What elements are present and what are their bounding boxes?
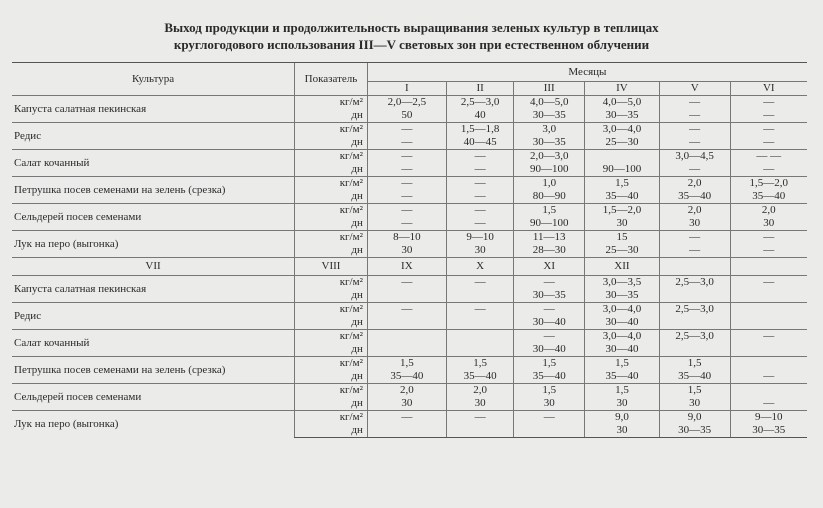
month-header: V: [659, 82, 730, 96]
month-header: X: [446, 258, 514, 276]
unit-days: дн: [295, 244, 368, 258]
cell-yield: 4,0—5,0: [514, 96, 585, 110]
table-row: [12, 150, 807, 164]
cell-days: —: [730, 109, 807, 123]
cell-days: 90—100: [514, 217, 585, 231]
cell-yield: 3,0—4,0: [585, 330, 660, 344]
unit-days: дн: [295, 190, 368, 204]
cell-days: 30—35: [585, 109, 660, 123]
cell-yield: —: [367, 150, 446, 164]
table-row: [12, 357, 807, 371]
crop-name: Лук на перо (выгонка): [12, 231, 295, 258]
cell-yield: —: [367, 303, 446, 317]
cell-days: 30: [585, 424, 660, 438]
cell-yield: —: [446, 276, 514, 290]
table-row: [12, 330, 807, 344]
cell-days: —: [730, 244, 807, 258]
cell-yield: —: [514, 411, 585, 425]
cell-days: 30: [367, 244, 446, 258]
data-table: [12, 62, 807, 438]
cell-days: 30—40: [514, 316, 585, 330]
cell-yield: 2,0: [446, 384, 514, 398]
unit-days: дн: [295, 397, 368, 411]
cell-days: 30: [659, 397, 730, 411]
cell-yield: —: [367, 177, 446, 191]
cell-days: 90—100: [585, 163, 660, 177]
month-header: VII: [12, 258, 295, 276]
cell-yield: 1,5: [514, 204, 585, 218]
cell-days: 35—40: [367, 370, 446, 384]
cell-days: —: [730, 163, 807, 177]
cell-days: —: [446, 217, 514, 231]
month-header: IV: [585, 82, 660, 96]
cell-days: [367, 316, 446, 330]
cell-days: 30: [659, 217, 730, 231]
cell-days: 30—35: [514, 289, 585, 303]
crop-name: Капуста салатная пекинская: [12, 96, 295, 123]
unit-yield: кг/м²: [295, 123, 368, 137]
unit-days: дн: [295, 163, 368, 177]
cell-days: 30—35: [659, 424, 730, 438]
cell-yield: 2,0—2,5: [367, 96, 446, 110]
cell-days: 30—35: [514, 109, 585, 123]
cell-days: [367, 424, 446, 438]
month-header: [730, 258, 807, 276]
cell-yield: —: [367, 204, 446, 218]
cell-days: 50: [367, 109, 446, 123]
cell-yield: —: [730, 96, 807, 110]
cell-days: 35—40: [659, 190, 730, 204]
cell-days: 30—35: [730, 424, 807, 438]
cell-days: 25—30: [585, 136, 660, 150]
month-header: [659, 258, 730, 276]
cell-days: [514, 424, 585, 438]
cell-yield: 1,5: [585, 384, 660, 398]
cell-yield: —: [730, 123, 807, 137]
cell-days: 40: [446, 109, 514, 123]
cell-days: —: [730, 397, 807, 411]
cell-yield: 3,0—4,0: [585, 303, 660, 317]
cell-yield: 1,0: [514, 177, 585, 191]
cell-days: 30—35: [514, 136, 585, 150]
unit-yield: кг/м²: [295, 384, 368, 398]
cell-yield: —: [446, 204, 514, 218]
month-header: XII: [585, 258, 660, 276]
cell-days: —: [659, 244, 730, 258]
cell-yield: 1,5: [659, 357, 730, 371]
cell-yield: 1,5: [659, 384, 730, 398]
cell-days: —: [659, 163, 730, 177]
cell-days: 35—40: [585, 190, 660, 204]
cell-yield: —: [446, 177, 514, 191]
cell-yield: 11—13: [514, 231, 585, 245]
header-months: Месяцы: [367, 63, 807, 82]
cell-days: [446, 289, 514, 303]
cell-yield: [367, 330, 446, 344]
cell-yield: [730, 384, 807, 398]
month-header: VI: [730, 82, 807, 96]
cell-yield: — —: [730, 150, 807, 164]
header-indicator: Показатель: [295, 63, 368, 96]
cell-days: 30: [446, 397, 514, 411]
cell-yield: [730, 357, 807, 371]
cell-yield: 4,0—5,0: [585, 96, 660, 110]
cell-yield: —: [730, 231, 807, 245]
month-header: IX: [367, 258, 446, 276]
unit-yield: кг/м²: [295, 177, 368, 191]
cell-yield: —: [514, 303, 585, 317]
cell-days: —: [659, 109, 730, 123]
cell-days: —: [367, 190, 446, 204]
header-crop: Культура: [12, 63, 295, 96]
cell-yield: 2,0: [659, 204, 730, 218]
cell-days: 28—30: [514, 244, 585, 258]
crop-name: Сельдерей посев семенами: [12, 204, 295, 231]
unit-yield: кг/м²: [295, 303, 368, 317]
unit-yield: кг/м²: [295, 96, 368, 110]
unit-days: дн: [295, 343, 368, 357]
cell-yield: 2,0: [730, 204, 807, 218]
unit-yield: кг/м²: [295, 150, 368, 164]
crop-name: Редис: [12, 303, 295, 330]
crop-name: Капуста салатная пекинская: [12, 276, 295, 303]
cell-yield: 3,0—4,0: [585, 123, 660, 137]
cell-days: [367, 289, 446, 303]
cell-days: 35—40: [585, 370, 660, 384]
cell-yield: 1,5: [446, 357, 514, 371]
crop-name: Петрушка посев семенами на зелень (срезка): [12, 357, 295, 384]
cell-yield: 3,0: [514, 123, 585, 137]
cell-days: 30—40: [585, 316, 660, 330]
cell-days: [446, 343, 514, 357]
unit-yield: кг/м²: [295, 411, 368, 425]
cell-yield: 1,5: [585, 177, 660, 191]
unit-yield: кг/м²: [295, 231, 368, 245]
cell-yield: 9—10: [730, 411, 807, 425]
month-header: VIII: [295, 258, 368, 276]
cell-yield: 9,0: [659, 411, 730, 425]
cell-yield: —: [514, 276, 585, 290]
cell-days: 35—40: [730, 190, 807, 204]
cell-days: 30: [367, 397, 446, 411]
cell-days: 35—40: [659, 370, 730, 384]
cell-days: 30: [585, 217, 660, 231]
cell-yield: 15: [585, 231, 660, 245]
cell-days: 30—40: [585, 343, 660, 357]
cell-yield: —: [514, 330, 585, 344]
cell-yield: —: [367, 123, 446, 137]
cell-yield: —: [367, 411, 446, 425]
month-header: III: [514, 82, 585, 96]
cell-yield: 2,5—3,0: [659, 303, 730, 317]
table-row: [12, 303, 807, 317]
unit-days: дн: [295, 370, 368, 384]
cell-yield: 3,0—3,5: [585, 276, 660, 290]
cell-days: —: [367, 217, 446, 231]
table-row: [12, 177, 807, 191]
cell-days: [446, 316, 514, 330]
table-title: [0, 19, 823, 53]
table-row: [12, 204, 807, 218]
cell-days: 30—40: [514, 343, 585, 357]
cell-days: 35—40: [514, 370, 585, 384]
crop-name: Петрушка посев семенами на зелень (срезка): [12, 177, 295, 204]
cell-days: 35—40: [446, 370, 514, 384]
cell-yield: —: [730, 330, 807, 344]
unit-yield: кг/м²: [295, 330, 368, 344]
unit-days: дн: [295, 217, 368, 231]
cell-yield: 2,5—3,0: [659, 330, 730, 344]
unit-days: дн: [295, 424, 368, 438]
table-row: [12, 231, 807, 245]
cell-days: —: [730, 136, 807, 150]
cell-yield: 1,5: [585, 357, 660, 371]
table-row: [12, 276, 807, 290]
header-row-1: [12, 63, 807, 82]
cell-yield: [585, 150, 660, 164]
crop-name: Лук на перо (выгонка): [12, 411, 295, 438]
cell-yield: 1,5—1,8: [446, 123, 514, 137]
cell-yield: 2,5—3,0: [659, 276, 730, 290]
table-row: [12, 123, 807, 137]
cell-yield: 9,0: [585, 411, 660, 425]
cell-yield: 1,5—2,0: [585, 204, 660, 218]
unit-yield: кг/м²: [295, 204, 368, 218]
cell-yield: —: [659, 96, 730, 110]
cell-days: 30: [730, 217, 807, 231]
cell-yield: 1,5: [514, 384, 585, 398]
unit-days: дн: [295, 316, 368, 330]
cell-yield: 1,5—2,0: [730, 177, 807, 191]
unit-days: дн: [295, 109, 368, 123]
cell-days: —: [730, 370, 807, 384]
crop-name: Салат кочанный: [12, 150, 295, 177]
cell-yield: 1,5: [367, 357, 446, 371]
unit-yield: кг/м²: [295, 276, 368, 290]
cell-yield: —: [730, 276, 807, 290]
cell-yield: 9—10: [446, 231, 514, 245]
cell-yield: —: [659, 123, 730, 137]
cell-yield: —: [446, 150, 514, 164]
cell-days: [367, 343, 446, 357]
cell-days: 30—35: [585, 289, 660, 303]
cell-days: 30: [514, 397, 585, 411]
cell-yield: —: [446, 411, 514, 425]
cell-days: —: [367, 163, 446, 177]
cell-days: 90—100: [514, 163, 585, 177]
month-header: XI: [514, 258, 585, 276]
cell-yield: [730, 303, 807, 317]
month-header: I: [367, 82, 446, 96]
cell-yield: —: [446, 303, 514, 317]
cell-yield: 3,0—4,5: [659, 150, 730, 164]
cell-yield: —: [367, 276, 446, 290]
table-row: [12, 411, 807, 425]
cell-days: [730, 289, 807, 303]
unit-days: дн: [295, 289, 368, 303]
cell-days: [730, 316, 807, 330]
crop-name: Редис: [12, 123, 295, 150]
cell-days: 25—30: [585, 244, 660, 258]
title-line-2: круглогодового использования III—V световых зон при естественном облучении: [173, 37, 650, 52]
cell-days: [659, 289, 730, 303]
unit-yield: кг/м²: [295, 357, 368, 371]
month-header: II: [446, 82, 514, 96]
unit-days: дн: [295, 136, 368, 150]
cell-yield: 8—10: [367, 231, 446, 245]
cell-days: —: [367, 136, 446, 150]
cell-yield: [446, 330, 514, 344]
cell-days: [659, 316, 730, 330]
cell-days: —: [446, 163, 514, 177]
cell-days: 30: [446, 244, 514, 258]
cell-yield: —: [659, 231, 730, 245]
months-row-2: [12, 258, 807, 276]
cell-yield: 1,5: [514, 357, 585, 371]
cell-days: [730, 343, 807, 357]
crop-name: Сельдерей посев семенами: [12, 384, 295, 411]
cell-days: 80—90: [514, 190, 585, 204]
cell-yield: 2,5—3,0: [446, 96, 514, 110]
cell-days: [659, 343, 730, 357]
crop-name: Салат кочанный: [12, 330, 295, 357]
cell-days: 40—45: [446, 136, 514, 150]
table-row: [12, 96, 807, 110]
table-row: [12, 384, 807, 398]
cell-yield: 2,0: [367, 384, 446, 398]
cell-days: —: [659, 136, 730, 150]
title-line-1: Выход продукции и продолжительность выращивания зеленых культур в теплицах: [164, 20, 659, 35]
cell-days: 30: [585, 397, 660, 411]
cell-days: [446, 424, 514, 438]
cell-days: —: [446, 190, 514, 204]
cell-yield: 2,0: [659, 177, 730, 191]
cell-yield: 2,0—3,0: [514, 150, 585, 164]
